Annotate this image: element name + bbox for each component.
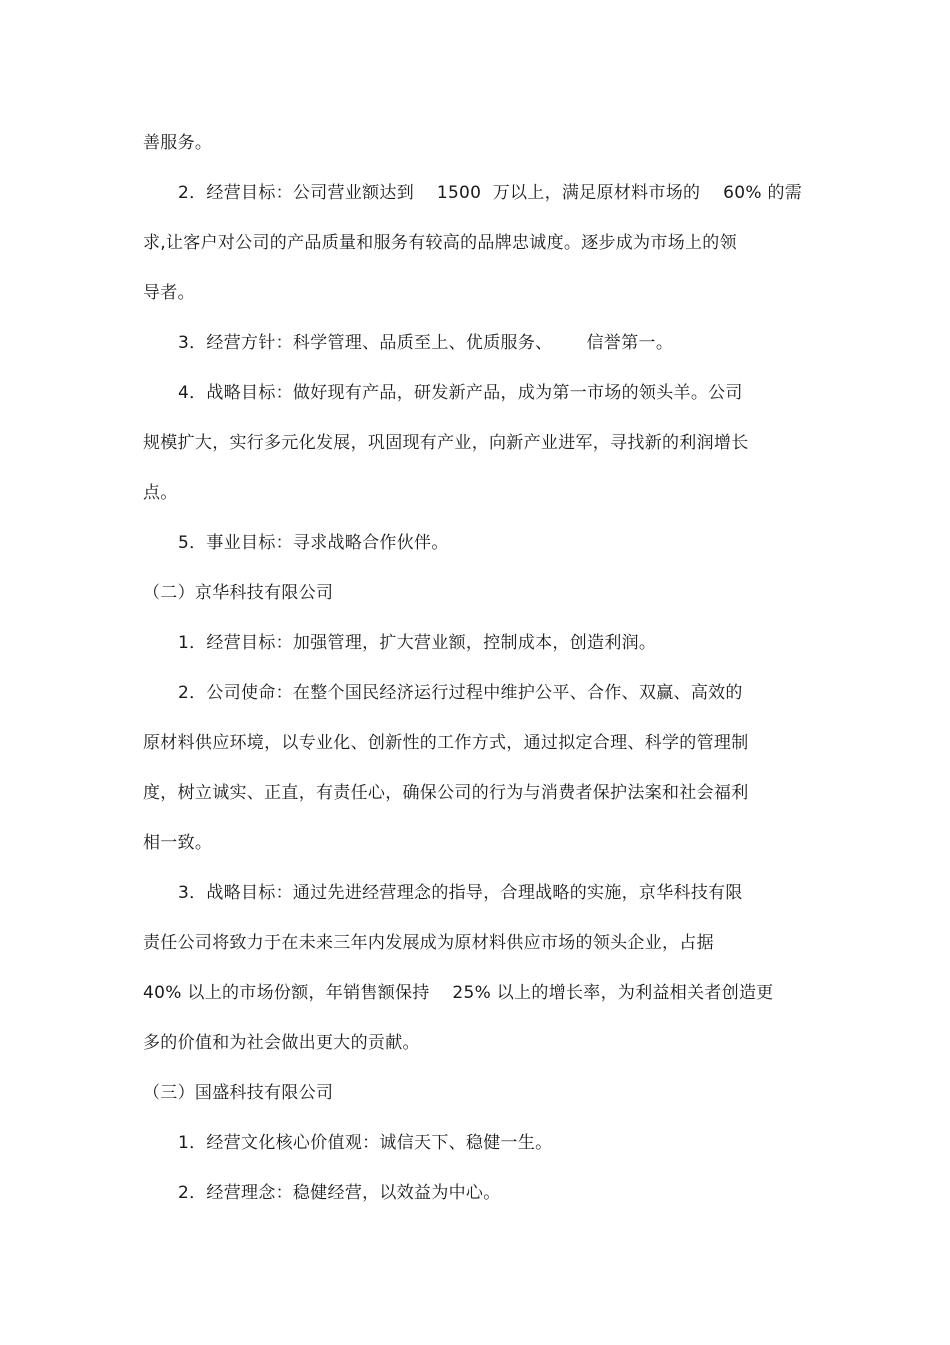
text-line: 规模扩大，实行多元化发展，巩固现有产业，向新产业进军，寻找新的利润增长 [143,433,749,453]
text-line: 4．战略目标：做好现有产品，研发新产品，成为第一市场的领头羊。公司 [178,383,743,403]
text-line: 5．事业目标：寻求战略合作伙伴。 [178,533,449,553]
text-line: 度，树立诚实、正直，有责任心，确保公司的行为与消费者保护法案和社会福利 [143,783,749,803]
text-line: 相一致。 [143,833,213,853]
text-line: 2．公司使命：在整个国民经济运行过程中维护公平、合作、双赢、高效的 [178,683,743,703]
text-line: 求,让客户对公司的产品质量和服务有较高的品牌忠诚度。逐步成为市场上的领 [143,233,737,253]
text-line: 2．经营理念：稳健经营，以效益为中心。 [178,1183,501,1203]
text-line: 3．战略目标：通过先进经营理念的指导，合理战略的实施，京华科技有限 [178,883,743,903]
text-line: 点。 [143,483,178,503]
text-line: 责任公司将致力于在未来三年内发展成为原材料供应市场的领头企业，占据 [143,933,714,953]
text-line: 导者。 [143,283,195,303]
text-line: 40% 以上的市场份额，年销售额保持 25% 以上的增长率，为利益相关者创造更 [143,983,774,1003]
section-heading: （三）国盛科技有限公司 [143,1083,334,1103]
text-line: 善服务。 [143,133,213,153]
section-heading: （二）京华科技有限公司 [143,583,334,603]
text-line: 1．经营文化核心价值观：诚信天下、稳健一生。 [178,1133,553,1153]
text-line: 3．经营方针：科学管理、品质至上、优质服务、 信誉第一。 [178,333,674,353]
text-line: 2．经营目标：公司营业额达到 1500 万以上，满足原材料市场的 60% 的需 [178,183,803,203]
text-line: 原材料供应环境，以专业化、创新性的工作方式，通过拟定合理、科学的管理制 [143,733,749,753]
text-line: 多的价值和为社会做出更大的贡献。 [143,1033,420,1053]
text-line: 1．经营目标：加强管理，扩大营业额，控制成本，创造利润。 [178,633,657,653]
